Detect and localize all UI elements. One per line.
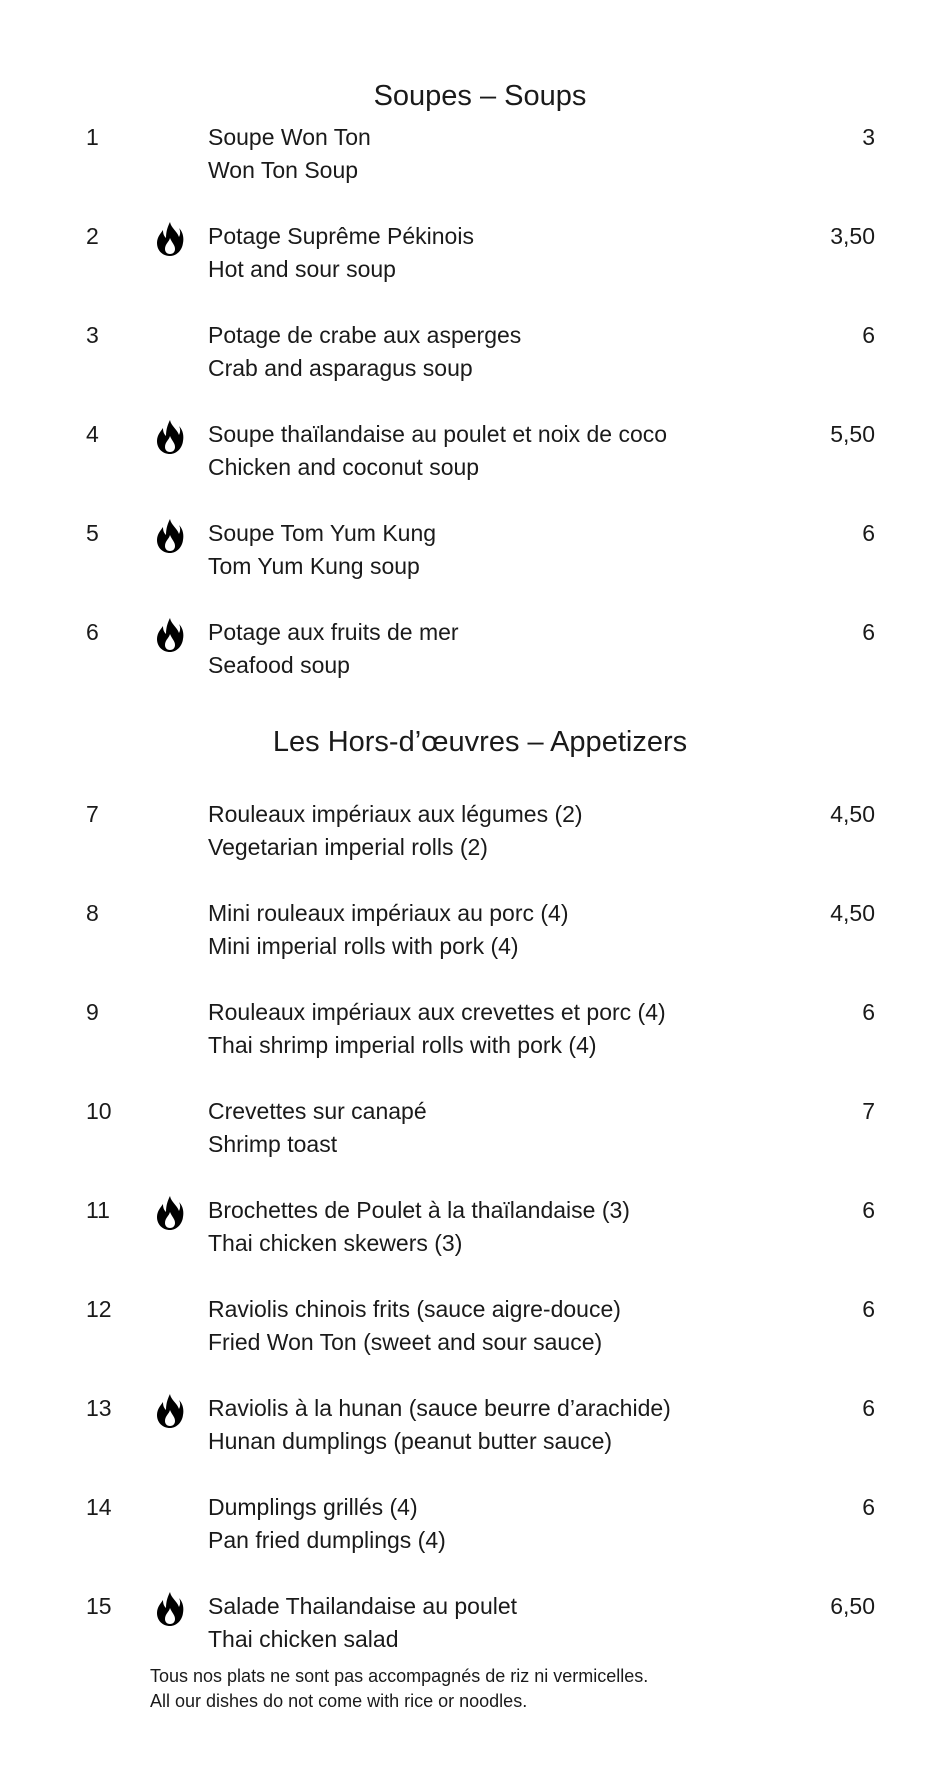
menu-item xyxy=(0,995,945,1065)
item-price: 7 xyxy=(862,1098,875,1124)
item-price: 6 xyxy=(862,1296,875,1322)
item-number: 7 xyxy=(86,801,99,827)
item-name-en: Thai chicken salad xyxy=(208,1626,399,1652)
item-price: 6 xyxy=(862,1395,875,1421)
flame-icon xyxy=(155,518,185,554)
item-price: 6,50 xyxy=(830,1593,875,1619)
item-name-en: Hunan dumplings (peanut butter sauce) xyxy=(208,1428,613,1454)
menu-item xyxy=(0,1193,945,1263)
item-name-fr: Dumplings grillés (4) xyxy=(208,1494,418,1520)
item-price: 6 xyxy=(862,520,875,546)
item-name-en: Chicken and coconut soup xyxy=(208,454,480,480)
flame-icon xyxy=(155,1591,185,1627)
item-price: 4,50 xyxy=(830,900,875,926)
item-number: 12 xyxy=(86,1296,112,1322)
menu-item xyxy=(0,1490,945,1560)
flame-icon xyxy=(155,221,185,257)
item-name-en: Pan fried dumplings (4) xyxy=(208,1527,446,1553)
item-name-en: Hot and sour soup xyxy=(208,256,396,282)
item-name-fr: Raviolis chinois frits (sauce aigre-douce) xyxy=(208,1296,621,1322)
item-name-en: Fried Won Ton (sweet and sour sauce) xyxy=(208,1329,603,1355)
menu-item xyxy=(0,120,945,190)
item-name-fr: Potage Suprême Pékinois xyxy=(208,223,474,249)
menu-item xyxy=(0,318,945,388)
item-name-fr: Raviolis à la hunan (sauce beurre d’arachide) xyxy=(208,1395,671,1421)
item-name-fr: Soupe thaïlandaise au poulet et noix de coco xyxy=(208,421,668,447)
menu-item xyxy=(0,896,945,966)
menu-item xyxy=(0,417,945,487)
menu-item xyxy=(0,219,945,289)
item-name-en: Mini imperial rolls with pork (4) xyxy=(208,933,519,959)
item-name-en: Seafood soup xyxy=(208,652,350,678)
item-number: 13 xyxy=(86,1395,112,1421)
menu-item xyxy=(0,516,945,586)
footer-note-fr: Tous nos plats ne sont pas accompagnés de riz ni vermicelles. xyxy=(150,1666,649,1686)
item-price: 6 xyxy=(862,619,875,645)
item-name-en: Vegetarian imperial rolls (2) xyxy=(208,834,488,860)
flame-icon xyxy=(155,1195,185,1231)
item-price: 6 xyxy=(862,1494,875,1520)
item-name-fr: Rouleaux impériaux aux légumes (2) xyxy=(208,801,583,827)
item-number: 3 xyxy=(86,322,99,348)
item-number: 5 xyxy=(86,520,99,546)
item-price: 6 xyxy=(862,999,875,1025)
item-name-en: Thai chicken skewers (3) xyxy=(208,1230,463,1256)
item-name-fr: Mini rouleaux impériaux au porc (4) xyxy=(208,900,569,926)
section-title-soups: Soupes – Soups xyxy=(373,80,587,112)
item-number: 2 xyxy=(86,223,99,249)
item-name-en: Won Ton Soup xyxy=(208,157,359,183)
item-number: 4 xyxy=(86,421,99,447)
item-name-fr: Crevettes sur canapé xyxy=(208,1098,427,1124)
item-price: 3 xyxy=(862,124,875,150)
menu-item xyxy=(0,797,945,867)
flame-icon xyxy=(155,1393,185,1429)
item-price: 4,50 xyxy=(830,801,875,827)
item-name-en: Shrimp toast xyxy=(208,1131,338,1157)
item-name-fr: Potage aux fruits de mer xyxy=(208,619,459,645)
item-price: 5,50 xyxy=(830,421,875,447)
item-name-fr: Soupe Won Ton xyxy=(208,124,371,150)
footer-note-en: All our dishes do not come with rice or noodles. xyxy=(150,1691,528,1711)
item-name-fr: Rouleaux impériaux aux crevettes et porc (4) xyxy=(208,999,666,1025)
menu-item xyxy=(0,1589,945,1659)
item-number: 15 xyxy=(86,1593,112,1619)
item-name-fr: Brochettes de Poulet à la thaïlandaise (3) xyxy=(208,1197,630,1223)
item-number: 6 xyxy=(86,619,99,645)
flame-icon xyxy=(155,617,185,653)
item-name-fr: Soupe Tom Yum Kung xyxy=(208,520,437,546)
item-name-fr: Potage de crabe aux asperges xyxy=(208,322,522,348)
item-name-en: Thai shrimp imperial rolls with pork (4) xyxy=(208,1032,597,1058)
item-number: 8 xyxy=(86,900,99,926)
item-number: 10 xyxy=(86,1098,112,1124)
item-name-en: Crab and asparagus soup xyxy=(208,355,473,381)
item-price: 3,50 xyxy=(830,223,875,249)
menu-item xyxy=(0,1094,945,1164)
menu-item xyxy=(0,1292,945,1362)
item-number: 11 xyxy=(86,1197,110,1223)
item-name-fr: Salade Thailandaise au poulet xyxy=(208,1593,518,1619)
flame-icon xyxy=(155,419,185,455)
item-name-en: Tom Yum Kung soup xyxy=(208,553,420,579)
item-number: 14 xyxy=(86,1494,112,1520)
menu-item xyxy=(0,1391,945,1461)
item-price: 6 xyxy=(862,322,875,348)
item-number: 9 xyxy=(86,999,99,1025)
item-number: 1 xyxy=(86,124,99,150)
menu-item xyxy=(0,615,945,685)
section-title-appetizers: Les Hors-d’œuvres – Appetizers xyxy=(272,726,688,758)
item-price: 6 xyxy=(862,1197,875,1223)
